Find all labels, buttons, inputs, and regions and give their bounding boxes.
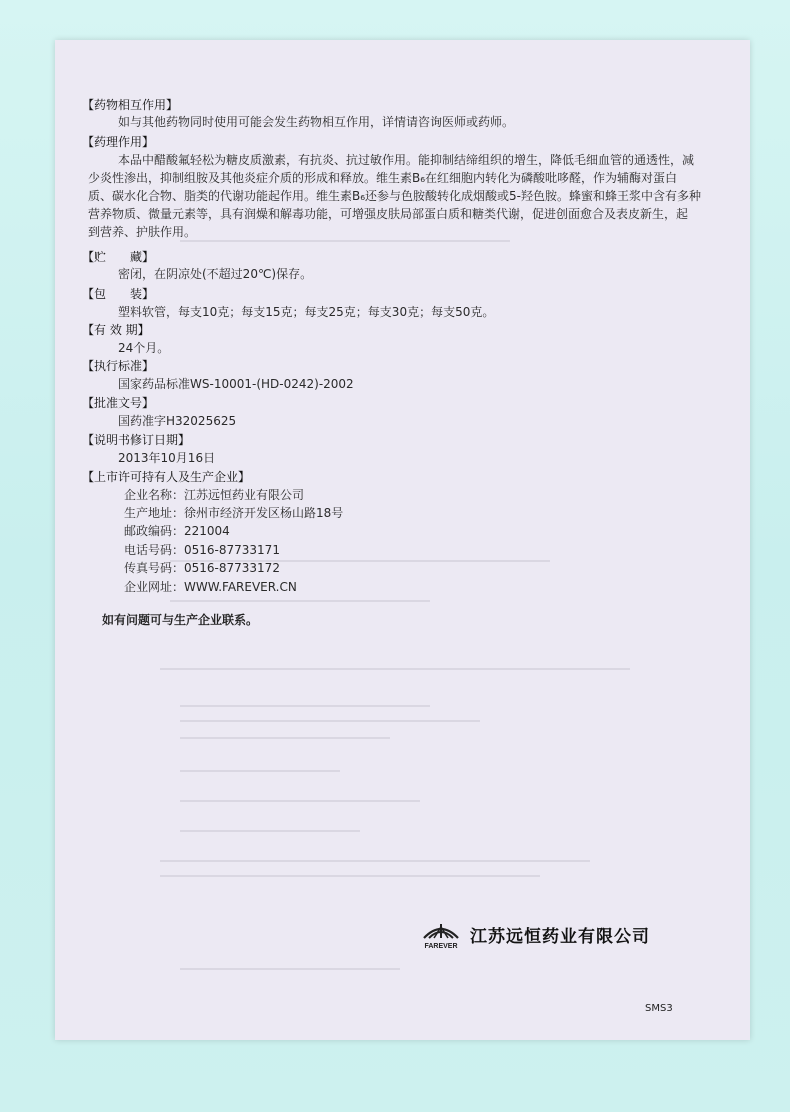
website-row: 企业网址：WWW.FAREVER.CN xyxy=(124,580,297,594)
address-row: 生产地址：徐州市经济开发区杨山路18号 xyxy=(124,506,344,520)
show-through-line xyxy=(180,705,430,707)
logo-text: FAREVER xyxy=(424,943,458,950)
standard-text: 国家药品标准WS-10001-(HD-0242)-2002 xyxy=(118,377,354,391)
company-footer xyxy=(420,918,650,950)
phone-row: 电话号码：0516-87733171 xyxy=(124,543,280,557)
storage-heading: 【贮 藏】 xyxy=(82,250,155,264)
show-through-line xyxy=(180,968,400,970)
standard-heading: 【执行标准】 xyxy=(82,359,155,373)
pharmacology-line: 少炎性渗出，抑制组胺及其他炎症介质的形成和释放。维生素B₆在红细胞内转化为磷酸吡哆醛，作为辅酶对蛋白 xyxy=(88,171,678,185)
interactions-text: 如与其他药物同时使用可能会发生药物相互作用，详情请咨询医师或药师。 xyxy=(118,115,515,129)
show-through-line xyxy=(180,800,420,802)
show-through-line xyxy=(160,860,590,862)
package-text: 塑料软管，每支10克；每支15克；每支25克；每支30克；每支50克。 xyxy=(118,305,495,319)
show-through-line xyxy=(180,720,480,722)
pharmacology-line: 质、碳水化合物、脂类的代谢功能起作用。维生素B₆还参与色胺酸转化成烟酸或5-羟色胺。蜂蜜和蜂王浆中含有多种 xyxy=(88,189,702,203)
show-through-line xyxy=(160,668,630,670)
show-through-line xyxy=(160,875,540,877)
approval-text: 国药准字H32025625 xyxy=(118,414,237,428)
company-name-row: 企业名称：江苏远恒药业有限公司 xyxy=(124,488,305,502)
postcode-row: 邮政编码：221004 xyxy=(124,524,230,538)
pharmacology-heading: 【药理作用】 xyxy=(82,135,155,149)
holder-heading: 【上市许可持有人及生产企业】 xyxy=(82,470,251,484)
contact-note: 如有问题可与生产企业联系。 xyxy=(102,613,259,627)
pharmacology-line: 营养物质、微量元素等，具有润燥和解毒功能，可增强皮肤局部蛋白质和糖类代谢，促进创面愈合及表皮新生，起 xyxy=(88,207,689,221)
fax-row: 传真号码：0516-87733172 xyxy=(124,561,280,575)
package-heading: 【包 装】 xyxy=(82,287,155,301)
revision-text: 2013年10月16日 xyxy=(118,451,216,465)
show-through-line xyxy=(170,600,430,602)
storage-text: 密闭，在阴凉处(不超过20℃)保存。 xyxy=(118,267,313,281)
company-name: 江苏远恒药业有限公司 xyxy=(470,926,650,947)
interactions-heading: 【药物相互作用】 xyxy=(82,98,179,112)
revision-heading: 【说明书修订日期】 xyxy=(82,433,191,447)
show-through-line xyxy=(180,737,390,739)
show-through-line xyxy=(180,830,360,832)
show-through-line xyxy=(180,240,510,242)
pharmacology-line: 本品中醋酸氟轻松为糖皮质激素，有抗炎、抗过敏作用。能抑制结缔组织的增生，降低毛细血管的通透性，减 xyxy=(118,153,695,167)
pharmacology-line: 到营养、护肤作用。 xyxy=(88,225,197,239)
validity-heading: 【有 效 期】 xyxy=(82,323,150,337)
validity-text: 24个月。 xyxy=(118,341,170,355)
document-code: SMS3 xyxy=(645,1003,673,1014)
approval-heading: 【批准文号】 xyxy=(82,396,155,410)
show-through-line xyxy=(180,770,340,772)
farever-logo xyxy=(420,918,462,950)
